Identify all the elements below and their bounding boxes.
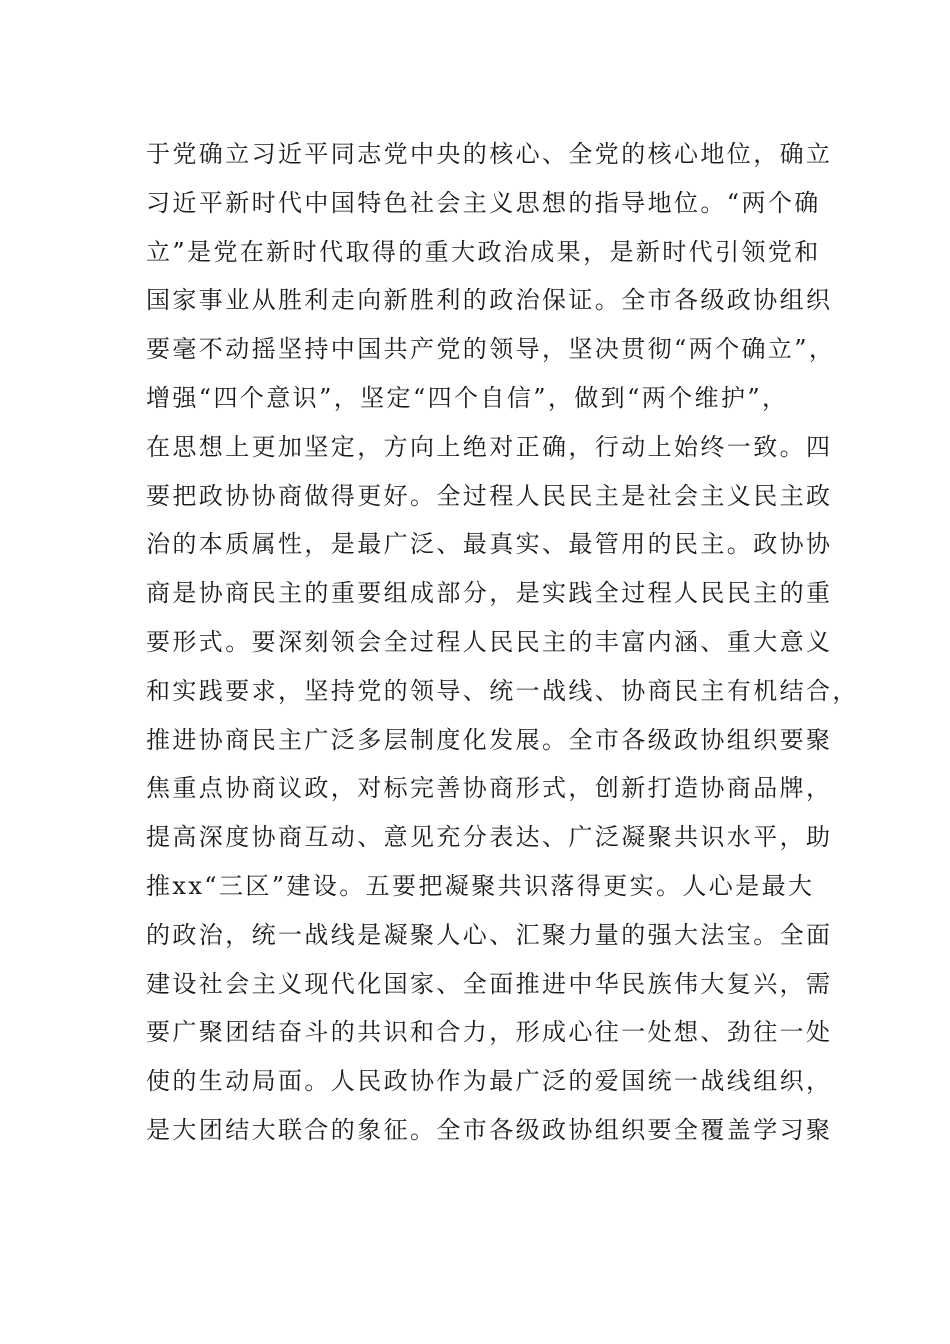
text-line: 推进协商民主广泛多层制度化发展。全市各级政协组织要聚: [146, 725, 833, 754]
text-line: 要毫不动摇坚持中国共产党的领导，坚决贯彻“两个确立”，: [146, 335, 836, 364]
text-line: 焦重点协商议政，对标完善协商形式，创新打造协商品牌，: [146, 774, 833, 803]
text-line: 增强“四个意识”，坚定“四个自信”，做到“两个维护”，: [146, 383, 789, 412]
text-line: 要形式。要深刻领会全过程人民民主的丰富内涵、重大意义: [146, 627, 833, 656]
text-line: 是大团结大联合的象征。全市各级政协组织要全覆盖学习聚: [146, 1115, 833, 1144]
text-line: 商是协商民主的重要组成部分，是实践全过程人民民主的重: [146, 579, 833, 608]
text-line: 的政治，统一战线是凝聚人心、汇聚力量的强大法宝。全面: [146, 920, 833, 949]
text-line: 习近平新时代中国特色社会主义思想的指导地位。“两个确: [146, 188, 821, 217]
text-line: 在思想上更加坚定，方向上绝对正确，行动上始终一致。四: [146, 432, 833, 461]
text-line: 要广聚团结奋斗的共识和合力，形成心往一处想、劲往一处: [146, 1018, 833, 1047]
text-line: 国家事业从胜利走向新胜利的政治保证。全市各级政协组织: [146, 286, 833, 315]
body-text: [146, 130, 859, 1155]
text-line: 于党确立习近平同志党中央的核心、全党的核心地位，确立: [146, 140, 833, 168]
text-line: 和实践要求，坚持党的领导、统一战线、协商民主有机结合，: [146, 676, 859, 705]
text-line: 立”是党在新时代取得的重大政治成果，是新时代引领党和: [146, 237, 821, 266]
text-line: 建设社会主义现代化国家、全面推进中华民族伟大复兴，需: [146, 969, 833, 998]
text-line: 推xx“三区”建设。五要把凝聚共识落得更实。人心是最大: [146, 871, 815, 900]
text-line: 治的本质属性，是最广泛、最真实、最管用的民主。政协协: [146, 530, 833, 559]
text-line: 提高深度协商互动、意见充分表达、广泛凝聚共识水平，助: [146, 823, 833, 852]
text-line: 要把政协协商做得更好。全过程人民民主是社会主义民主政: [146, 481, 833, 510]
text-line: 使的生动局面。人民政协作为最广泛的爱国统一战线组织，: [146, 1067, 833, 1096]
